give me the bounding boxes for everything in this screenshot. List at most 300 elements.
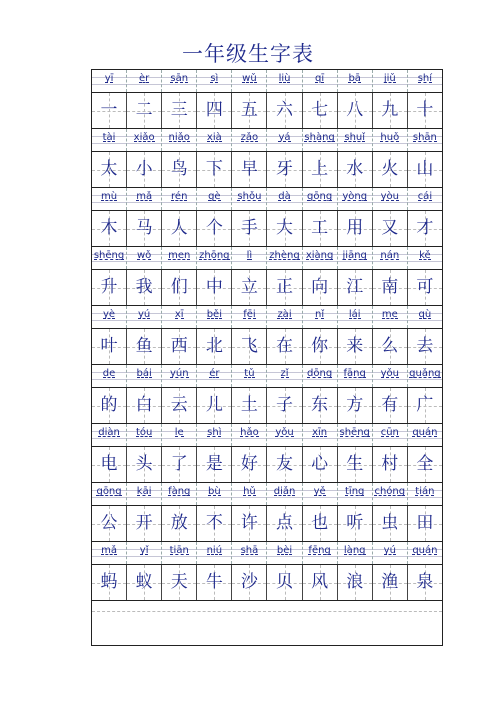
pinyin-text: nán xyxy=(380,250,400,261)
pinyin-text: me xyxy=(381,309,398,320)
character-text: 电 xyxy=(100,454,118,474)
pinyin-text: tǔ xyxy=(244,368,255,379)
character-text: 广 xyxy=(416,395,434,415)
character-table xyxy=(91,69,443,646)
character-cell xyxy=(92,93,127,128)
pinyin-cell xyxy=(162,306,197,328)
character-cell xyxy=(162,506,197,541)
character-cell xyxy=(338,270,373,305)
pinyin-cell xyxy=(232,247,267,269)
character-row xyxy=(92,447,442,483)
pinyin-text: yě xyxy=(313,486,326,497)
character-text: 全 xyxy=(416,454,434,474)
pinyin-cell xyxy=(92,483,127,505)
character-cell xyxy=(338,211,373,246)
character-text: 方 xyxy=(346,395,364,415)
character-text: 早 xyxy=(240,159,258,179)
pinyin-text: èr xyxy=(139,73,150,84)
pinyin-text: cūn xyxy=(380,427,399,438)
character-cell xyxy=(197,565,232,600)
character-text: 西 xyxy=(170,336,188,356)
pinyin-cell xyxy=(92,70,127,92)
pinyin-text: ér xyxy=(209,368,220,379)
character-text: 山 xyxy=(416,159,434,179)
pinyin-cell xyxy=(373,483,408,505)
character-cell xyxy=(373,152,408,187)
character-text: 我 xyxy=(135,277,153,297)
character-cell xyxy=(373,447,408,482)
pinyin-text: le xyxy=(174,427,184,438)
pinyin-cell xyxy=(127,365,162,387)
character-cell xyxy=(127,329,162,364)
pinyin-text: quán xyxy=(412,427,438,438)
pinyin-text: diàn xyxy=(98,427,120,438)
character-text: 不 xyxy=(205,513,223,533)
pinyin-text: běi xyxy=(206,309,222,320)
pinyin-text: yú xyxy=(138,309,151,320)
character-text: 一 xyxy=(100,100,118,120)
character-row xyxy=(92,565,442,601)
character-cell xyxy=(408,447,442,482)
pinyin-text: yún xyxy=(169,368,189,379)
character-cell xyxy=(232,388,267,423)
pinyin-text: yè xyxy=(103,309,116,320)
pinyin-cell xyxy=(338,188,373,210)
pinyin-cell xyxy=(127,483,162,505)
pinyin-cell xyxy=(267,483,302,505)
character-cell xyxy=(267,211,302,246)
character-text: 许 xyxy=(240,513,258,533)
pinyin-text: yá xyxy=(278,132,291,143)
pinyin-cell xyxy=(127,70,162,92)
pinyin-cell xyxy=(408,365,442,387)
pinyin-text: niú xyxy=(206,545,223,556)
character-cell xyxy=(92,447,127,482)
character-text: 中 xyxy=(205,277,223,297)
pinyin-text: gōng xyxy=(307,191,333,202)
character-row xyxy=(92,388,442,424)
pinyin-text: chóng xyxy=(374,486,406,497)
pinyin-row xyxy=(92,129,442,152)
pinyin-cell xyxy=(267,129,302,151)
pinyin-text: qī xyxy=(315,73,325,84)
character-text: 点 xyxy=(276,513,294,533)
character-cell xyxy=(373,565,408,600)
character-text: 虫 xyxy=(381,513,399,533)
character-text: 土 xyxy=(240,395,258,415)
pinyin-text: xīn xyxy=(312,427,328,438)
character-text: 八 xyxy=(346,100,364,120)
character-text: 听 xyxy=(346,513,364,533)
character-cell xyxy=(127,565,162,600)
pinyin-cell xyxy=(162,483,197,505)
pinyin-cell xyxy=(127,542,162,564)
pinyin-cell xyxy=(338,129,373,151)
pinyin-cell xyxy=(408,188,442,210)
character-cell xyxy=(303,388,338,423)
pinyin-cell xyxy=(373,365,408,387)
character-text: 贝 xyxy=(276,572,294,592)
character-text: 鸟 xyxy=(170,159,188,179)
pinyin-text: men xyxy=(168,250,191,261)
character-text: 儿 xyxy=(205,395,223,415)
character-cell xyxy=(232,152,267,187)
character-text: 鱼 xyxy=(135,336,153,356)
pinyin-row xyxy=(92,306,442,329)
character-cell xyxy=(267,93,302,128)
blank-row xyxy=(92,601,442,645)
character-text: 云 xyxy=(170,395,188,415)
character-text: 南 xyxy=(381,277,399,297)
pinyin-text: tīng xyxy=(345,486,365,497)
pinyin-text: xià xyxy=(206,132,222,143)
character-cell xyxy=(373,270,408,305)
character-text: 立 xyxy=(240,277,258,297)
character-text: 友 xyxy=(276,454,294,474)
character-cell xyxy=(162,329,197,364)
pinyin-text: fēng xyxy=(308,545,331,556)
character-text: 渔 xyxy=(381,572,399,592)
character-cell xyxy=(267,565,302,600)
character-cell xyxy=(197,93,232,128)
character-cell xyxy=(303,211,338,246)
pinyin-text: qù xyxy=(418,309,432,320)
pinyin-text: zhōng xyxy=(199,250,230,261)
pinyin-cell xyxy=(338,70,373,92)
character-text: 浪 xyxy=(346,572,364,592)
pinyin-cell xyxy=(373,70,408,92)
character-text: 生 xyxy=(346,454,364,474)
pinyin-text: yī xyxy=(104,73,114,84)
character-cell xyxy=(373,506,408,541)
pinyin-cell xyxy=(303,306,338,328)
character-text: 么 xyxy=(381,336,399,356)
pinyin-cell xyxy=(232,424,267,446)
character-cell xyxy=(373,93,408,128)
character-text: 也 xyxy=(311,513,329,533)
character-text: 江 xyxy=(346,277,364,297)
character-cell xyxy=(232,93,267,128)
character-text: 们 xyxy=(170,277,188,297)
pinyin-text: hǔ xyxy=(243,486,256,497)
character-text: 公 xyxy=(100,513,118,533)
pinyin-cell xyxy=(197,424,232,446)
pinyin-text: yǐ xyxy=(139,545,149,556)
character-text: 的 xyxy=(100,395,118,415)
pinyin-cell xyxy=(267,70,302,92)
pinyin-cell xyxy=(127,424,162,446)
character-cell xyxy=(373,388,408,423)
pinyin-cell xyxy=(197,365,232,387)
character-row xyxy=(92,152,442,188)
pinyin-cell xyxy=(373,247,408,269)
character-text: 下 xyxy=(205,159,223,179)
pinyin-text: zài xyxy=(277,309,292,320)
character-text: 泉 xyxy=(416,572,434,592)
pinyin-text: zhèng xyxy=(269,250,300,261)
character-cell xyxy=(232,447,267,482)
pinyin-cell xyxy=(303,188,338,210)
pinyin-row xyxy=(92,247,442,270)
character-cell xyxy=(408,565,442,600)
character-text: 小 xyxy=(135,159,153,179)
character-cell xyxy=(127,270,162,305)
pinyin-text: mǎ xyxy=(136,191,153,202)
pinyin-text: dōng xyxy=(307,368,333,379)
pinyin-cell xyxy=(197,306,232,328)
pinyin-cell xyxy=(373,306,408,328)
pinyin-cell xyxy=(267,424,302,446)
character-cell xyxy=(408,329,442,364)
pinyin-text: liù xyxy=(278,73,291,84)
character-cell xyxy=(232,211,267,246)
pinyin-cell xyxy=(408,247,442,269)
character-row xyxy=(92,93,442,129)
character-cell xyxy=(303,565,338,600)
pinyin-cell xyxy=(232,365,267,387)
character-cell xyxy=(162,93,197,128)
character-cell xyxy=(162,152,197,187)
character-text: 沙 xyxy=(240,572,258,592)
pinyin-cell xyxy=(232,542,267,564)
pinyin-text: cái xyxy=(417,191,433,202)
character-cell xyxy=(127,506,162,541)
character-cell xyxy=(232,506,267,541)
pinyin-cell xyxy=(408,70,442,92)
pinyin-cell xyxy=(162,129,197,151)
pinyin-cell xyxy=(232,188,267,210)
pinyin-cell xyxy=(408,129,442,151)
pinyin-cell xyxy=(127,247,162,269)
pinyin-text: mù xyxy=(101,191,118,202)
character-text: 蚁 xyxy=(135,572,153,592)
character-cell xyxy=(338,388,373,423)
character-text: 牙 xyxy=(276,159,294,179)
character-cell xyxy=(267,270,302,305)
pinyin-cell xyxy=(267,542,302,564)
character-cell xyxy=(127,152,162,187)
character-cell xyxy=(267,506,302,541)
character-cell xyxy=(408,93,442,128)
pinyin-text: xiàng xyxy=(305,250,334,261)
character-cell xyxy=(127,447,162,482)
pinyin-cell xyxy=(162,247,197,269)
character-text: 又 xyxy=(381,218,399,238)
pinyin-cell xyxy=(373,188,408,210)
character-cell xyxy=(408,270,442,305)
character-text: 升 xyxy=(100,277,118,297)
character-cell xyxy=(303,152,338,187)
character-cell xyxy=(197,447,232,482)
character-cell xyxy=(232,329,267,364)
character-text: 在 xyxy=(276,336,294,356)
pinyin-cell xyxy=(232,70,267,92)
pinyin-text: jiāng xyxy=(342,250,367,261)
character-text: 飞 xyxy=(240,336,258,356)
pinyin-cell xyxy=(303,542,338,564)
character-text: 可 xyxy=(416,277,434,297)
pinyin-cell xyxy=(303,247,338,269)
character-text: 你 xyxy=(311,336,329,356)
character-text: 五 xyxy=(240,100,258,120)
character-text: 子 xyxy=(276,395,294,415)
pinyin-row xyxy=(92,483,442,506)
pinyin-text: guǎng xyxy=(409,368,441,379)
pinyin-cell xyxy=(197,70,232,92)
pinyin-text: fēi xyxy=(243,309,256,320)
pinyin-text: jiǔ xyxy=(383,73,396,84)
character-text: 大 xyxy=(276,218,294,238)
character-cell xyxy=(197,506,232,541)
pinyin-text: shān xyxy=(412,132,437,143)
pinyin-text: bái xyxy=(136,368,152,379)
character-text: 四 xyxy=(205,100,223,120)
pinyin-cell xyxy=(127,306,162,328)
character-text: 火 xyxy=(381,159,399,179)
pinyin-text: wǔ xyxy=(242,73,257,84)
character-text: 来 xyxy=(346,336,364,356)
character-cell xyxy=(197,211,232,246)
pinyin-text: huǒ xyxy=(380,132,400,143)
pinyin-row xyxy=(92,188,442,211)
character-text: 向 xyxy=(311,277,329,297)
pinyin-text: zǐ xyxy=(280,368,289,379)
character-text: 太 xyxy=(100,159,118,179)
character-text: 才 xyxy=(416,218,434,238)
pinyin-text: rén xyxy=(171,191,188,202)
character-cell xyxy=(162,211,197,246)
character-cell xyxy=(303,447,338,482)
pinyin-cell xyxy=(408,424,442,446)
pinyin-text: lái xyxy=(348,309,361,320)
character-cell xyxy=(92,211,127,246)
character-text: 手 xyxy=(240,218,258,238)
character-cell xyxy=(92,270,127,305)
pinyin-text: tián xyxy=(415,486,435,497)
character-text: 二 xyxy=(135,100,153,120)
pinyin-text: shā xyxy=(240,545,259,556)
pinyin-cell xyxy=(408,483,442,505)
pinyin-text: niǎo xyxy=(168,132,190,143)
pinyin-text: de xyxy=(102,368,116,379)
pinyin-text: shēng xyxy=(339,427,370,438)
character-cell xyxy=(197,388,232,423)
pinyin-cell xyxy=(127,129,162,151)
pinyin-text: bā xyxy=(348,73,361,84)
character-text: 木 xyxy=(100,218,118,238)
character-cell xyxy=(408,388,442,423)
pinyin-cell xyxy=(338,247,373,269)
character-text: 上 xyxy=(311,159,329,179)
pinyin-row xyxy=(92,424,442,447)
character-text: 九 xyxy=(381,100,399,120)
character-text: 村 xyxy=(381,454,399,474)
character-cell xyxy=(92,388,127,423)
pinyin-text: yǒu xyxy=(380,368,399,379)
pinyin-cell xyxy=(92,188,127,210)
character-text: 有 xyxy=(381,395,399,415)
page-title: 一年级生字表 xyxy=(182,42,314,66)
character-text: 六 xyxy=(276,100,294,120)
pinyin-text: xī xyxy=(174,309,184,320)
character-text: 蚂 xyxy=(100,572,118,592)
pinyin-row xyxy=(92,542,442,565)
pinyin-text: wǒ xyxy=(136,250,152,261)
pinyin-cell xyxy=(197,129,232,151)
character-cell xyxy=(92,565,127,600)
character-cell xyxy=(303,270,338,305)
pinyin-text: yòng xyxy=(342,191,368,202)
pinyin-text: shì xyxy=(207,427,222,438)
pinyin-text: zǎo xyxy=(240,132,259,143)
character-cell xyxy=(303,329,338,364)
character-text: 人 xyxy=(170,218,188,238)
character-text: 风 xyxy=(311,572,329,592)
character-text: 十 xyxy=(416,100,434,120)
character-cell xyxy=(127,93,162,128)
pinyin-text: xiǎo xyxy=(133,132,155,143)
pinyin-cell xyxy=(162,70,197,92)
character-cell xyxy=(162,270,197,305)
character-cell xyxy=(162,447,197,482)
character-cell xyxy=(303,93,338,128)
pinyin-text: bèi xyxy=(276,545,293,556)
pinyin-text: tài xyxy=(102,132,116,143)
character-text: 白 xyxy=(135,395,153,415)
character-text: 天 xyxy=(170,572,188,592)
pinyin-cell xyxy=(338,306,373,328)
character-text: 叶 xyxy=(100,336,118,356)
pinyin-cell xyxy=(338,424,373,446)
character-text: 田 xyxy=(416,513,434,533)
pinyin-cell xyxy=(92,424,127,446)
pinyin-text: shēng xyxy=(93,250,125,261)
character-row xyxy=(92,329,442,365)
character-cell xyxy=(162,565,197,600)
character-cell xyxy=(232,270,267,305)
character-cell xyxy=(267,388,302,423)
pinyin-text: fāng xyxy=(343,368,366,379)
pinyin-cell xyxy=(373,424,408,446)
pinyin-text: yǒu xyxy=(275,427,294,438)
character-text: 好 xyxy=(240,454,258,474)
character-text: 工 xyxy=(311,218,329,238)
pinyin-text: tiān xyxy=(169,545,189,556)
character-text: 个 xyxy=(205,218,223,238)
pinyin-text: sì xyxy=(210,73,219,84)
pinyin-cell xyxy=(232,129,267,151)
pinyin-cell xyxy=(92,129,127,151)
pinyin-cell xyxy=(197,247,232,269)
character-text: 放 xyxy=(170,513,188,533)
character-cell xyxy=(338,329,373,364)
character-cell xyxy=(267,329,302,364)
character-cell xyxy=(338,506,373,541)
character-text: 三 xyxy=(170,100,188,120)
pinyin-cell xyxy=(303,483,338,505)
pinyin-text: diǎn xyxy=(273,486,296,497)
character-text: 北 xyxy=(205,336,223,356)
pinyin-cell xyxy=(92,542,127,564)
pinyin-cell xyxy=(232,483,267,505)
character-text: 心 xyxy=(311,454,329,474)
pinyin-text: quán xyxy=(412,545,438,556)
pinyin-cell xyxy=(373,129,408,151)
character-cell xyxy=(197,270,232,305)
pinyin-cell xyxy=(127,188,162,210)
pinyin-cell xyxy=(197,188,232,210)
pinyin-cell xyxy=(162,424,197,446)
